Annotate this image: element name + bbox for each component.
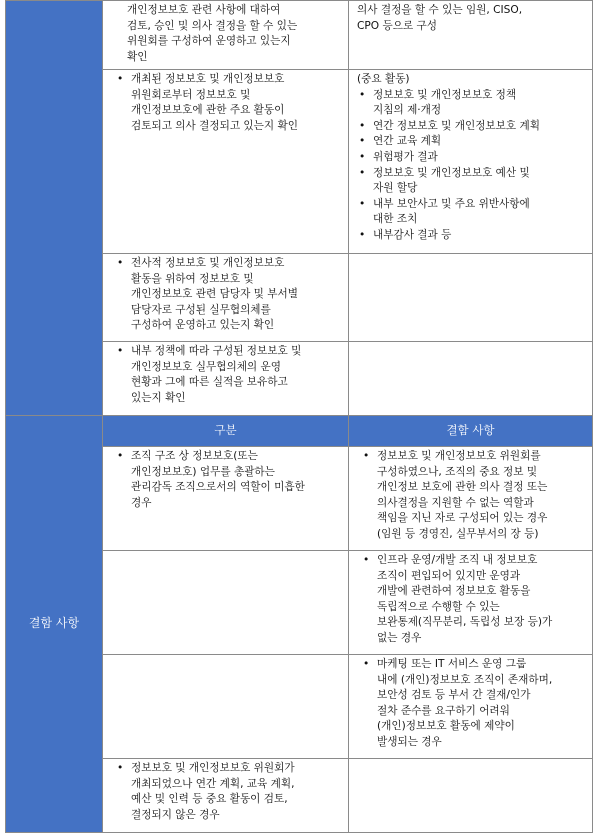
text-line: 보안성 검토 등 부서 간 결재/인가	[377, 689, 531, 702]
text-line: 조직이 편입되어 있지만 운영과	[377, 569, 521, 582]
table-header-row	[6, 416, 593, 447]
text-line: • 마케팅 또는 IT 서비스 운영 그룹	[377, 658, 527, 670]
text-line: 자원 할당	[373, 182, 418, 195]
text-line: • 위험평가 결과	[373, 150, 438, 163]
audit-checklist-table	[5, 0, 593, 833]
list-item	[377, 449, 586, 543]
text-line: (개인)정보보호 활동에 제약이	[377, 720, 515, 733]
list-heading: (중요 활동)	[357, 73, 410, 85]
text-line: • 개최된 정보보호 및 개인정보보호	[131, 73, 285, 85]
side-label-defects: 결함 사항	[6, 416, 103, 833]
text-line: 위원회를 구성하여 운영하고 있는지	[127, 35, 291, 48]
text-line: 보완통제(직무분리, 독립성 보장 등)가	[377, 616, 553, 629]
list-item	[373, 166, 586, 197]
text-line: 결정되지 않은 경우	[131, 808, 220, 821]
text-line: • 정보보호 및 개인정보보호 위원회가	[131, 762, 295, 774]
text-line: 검토되고 의사 결정되고 있는지 확인	[131, 119, 298, 132]
text-line: 지침의 제·개정	[373, 104, 442, 117]
defect-cell	[349, 551, 593, 655]
defect-cell	[349, 655, 593, 759]
text-line: • 인프라 운영/개발 조직 내 정보보호	[377, 554, 538, 566]
column-header-defects: 결함 사항	[349, 416, 593, 447]
text-line: • 연간 정보보호 및 개인정보보호 계획	[373, 119, 540, 132]
text-line: 개인정보 보호에 관한 의사 결정 또는	[377, 481, 548, 494]
list-item	[131, 256, 342, 334]
text-line: 책임을 지닌 자로 구성되어 있는 경우	[377, 512, 548, 525]
list-item	[131, 761, 342, 823]
empty-cell	[103, 655, 349, 759]
text-line: 의사결정을 지원할 수 없는 역할과	[377, 496, 534, 509]
empty-cell	[349, 759, 593, 833]
list-item	[131, 449, 342, 511]
list-item	[373, 197, 586, 228]
empty-cell	[349, 254, 593, 342]
text-line: (임원 등 경영진, 실무부서의 장 등)	[377, 527, 539, 540]
text-line: • 내부 정책에 따라 구성된 정보보호 및	[131, 345, 302, 357]
text-line: 관리감독 조직으로서의 역할이 미흡한	[131, 481, 305, 494]
check-item-cell	[103, 1, 349, 70]
list-item	[377, 657, 586, 751]
text-line: 개인정보보호에 관한 주요 활동이	[131, 104, 285, 117]
text-line: 개발에 관련하여 정보보호 활동을	[377, 585, 531, 598]
text-line: 발생되는 경우	[377, 735, 442, 748]
text-line: • 내부 보안사고 및 주요 위반사항에	[373, 197, 530, 210]
text-line: 경우	[131, 496, 152, 509]
text-line: • 내부감사 결과 등	[373, 228, 452, 241]
text-line: • 연간 교육 계획	[373, 135, 442, 148]
text-line: 없는 경우	[377, 631, 422, 644]
check-item-cell	[103, 342, 349, 416]
category-cell	[103, 759, 349, 833]
list-item	[373, 228, 586, 244]
table-row	[6, 1, 593, 70]
text-line: 절차 준수를 요구하기 어려워	[377, 704, 510, 717]
text-line: 현황과 그에 따른 실적을 보유하고	[131, 376, 288, 389]
text-line: 대한 조치	[373, 213, 418, 226]
text-line: • 정보보호 및 개인정보보호 정책	[373, 88, 517, 101]
check-item-cell	[103, 70, 349, 254]
text-line: 독립적으로 수행할 수 있는	[377, 600, 500, 613]
list-item	[373, 134, 586, 150]
text-line: CPO 등으로 구성	[357, 19, 438, 32]
defect-cell	[349, 447, 593, 551]
column-header-category: 구분	[103, 416, 349, 447]
empty-cell	[349, 342, 593, 416]
list-item	[373, 150, 586, 166]
text-line: 활동을 위하여 정보보호 및	[131, 272, 254, 285]
text-line: 내에 (개인)정보보호 조직이 존재하며,	[377, 673, 553, 686]
text-line: • 정보보호 및 개인정보보호 위원회를	[377, 450, 541, 462]
text-line: 개인정보보호 관련 담당자 및 부서별	[131, 288, 298, 301]
list-item	[373, 88, 586, 119]
text-line: 검토, 승인 및 의사 결정을 할 수 있는	[127, 19, 298, 32]
text-line: 확인	[127, 50, 148, 63]
text-line: 예산 및 인력 등 중요 활동이 검토,	[131, 793, 288, 806]
text-line: 담당자로 구성된 실무협의체를	[131, 303, 271, 316]
category-cell	[103, 447, 349, 551]
text-line: 위원회로부터 정보보호 및	[131, 88, 251, 101]
detail-cell	[349, 1, 593, 70]
text-line: 구성하였으나, 조직의 중요 정보 및	[377, 465, 538, 478]
text-line: 개인정보보호) 업무를 총괄하는	[131, 465, 275, 478]
text-line: • 전사적 정보보호 및 개인정보보호	[131, 257, 285, 269]
text-line: • 정보보호 및 개인정보보호 예산 및	[373, 166, 530, 179]
empty-cell	[103, 551, 349, 655]
text-line: • 조직 구조 상 정보보호(또는	[131, 450, 258, 462]
side-label-top	[6, 1, 103, 416]
text-line: 있는지 확인	[131, 391, 186, 404]
text-line: 구성하여 운영하고 있는지 확인	[131, 319, 275, 332]
text-line: 개인정보보호 관련 사항에 대하여	[127, 4, 281, 16]
detail-cell	[349, 70, 593, 254]
check-item-cell	[103, 254, 349, 342]
list-item	[377, 553, 586, 647]
list-item	[131, 344, 342, 406]
list-item	[373, 119, 586, 135]
list-item	[131, 72, 342, 134]
text-line: 개인정보보호 실무협의체의 운영	[131, 360, 282, 373]
text-line: 개최되었으나 연간 계획, 교육 계획,	[131, 777, 295, 790]
text-line: 의사 결정을 할 수 있는 임원, CISO,	[357, 4, 523, 16]
